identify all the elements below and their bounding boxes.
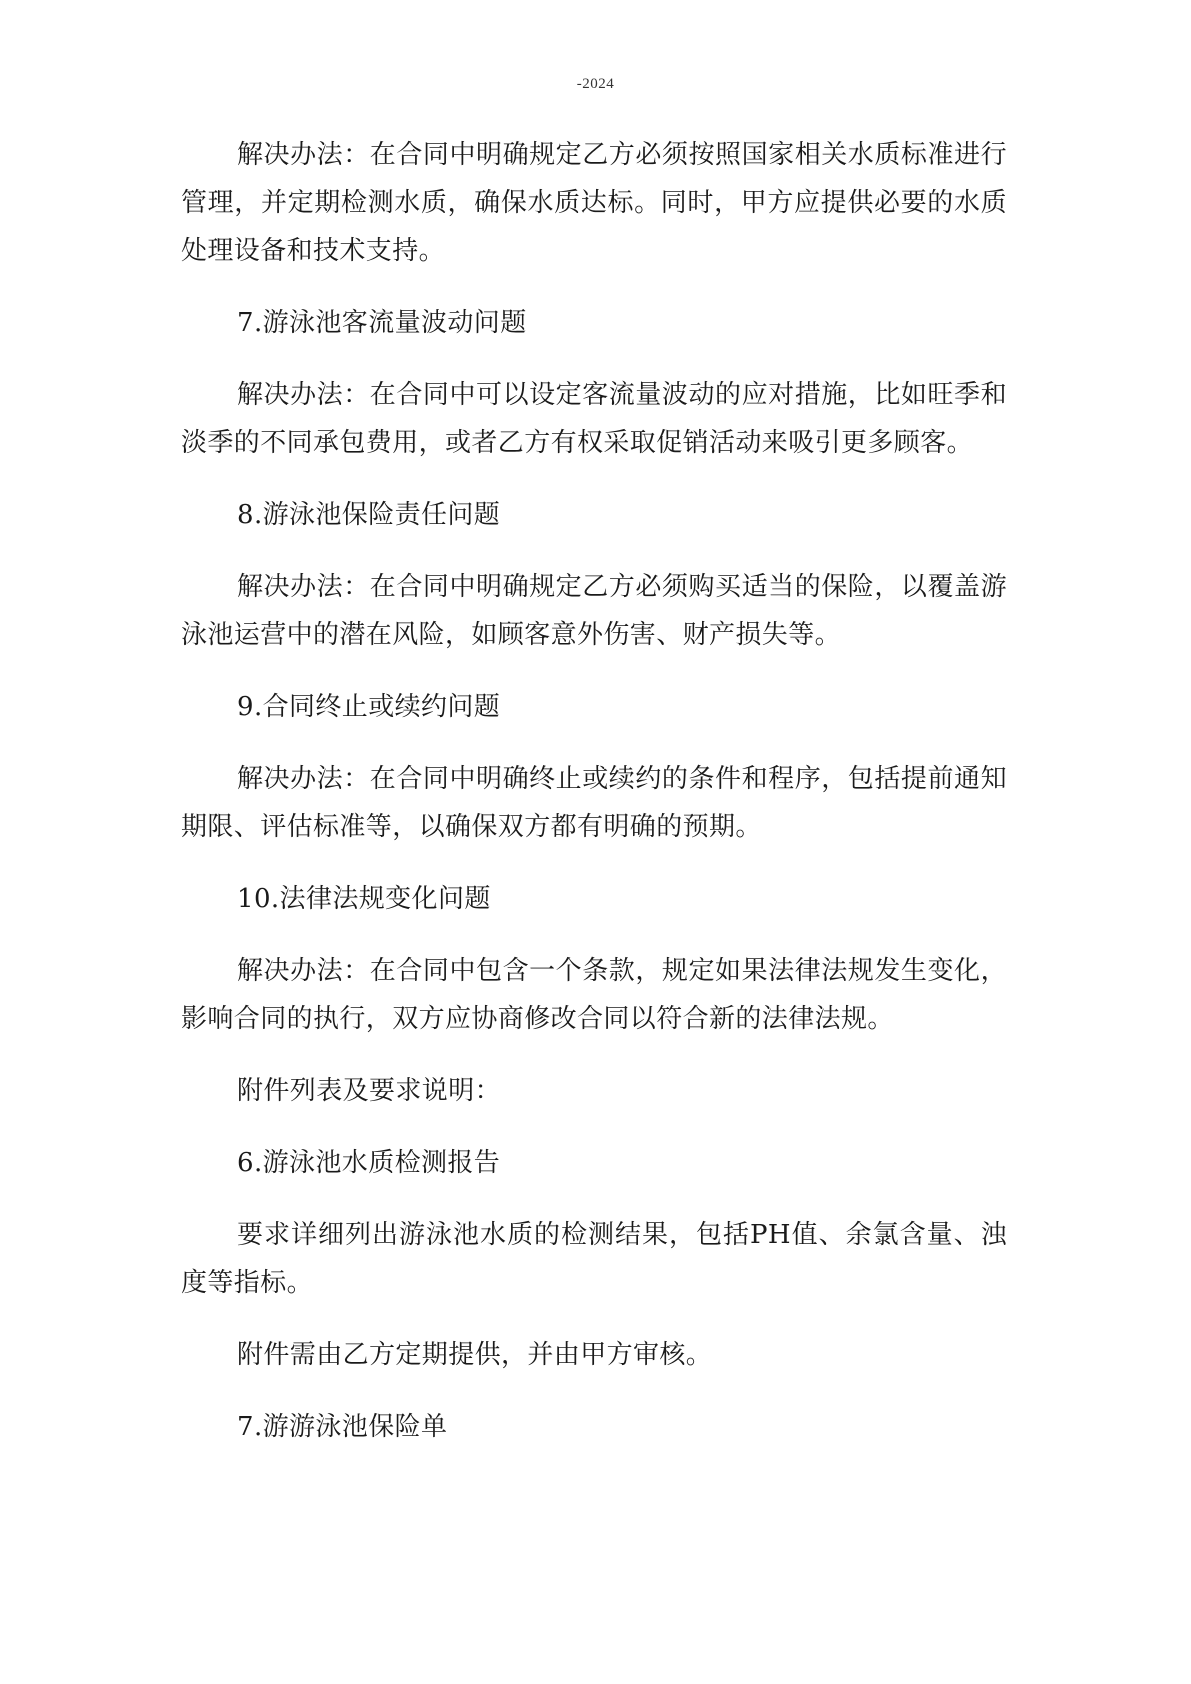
attachments-heading: 附件列表及要求说明：	[237, 1076, 502, 1106]
page-header-year: -2024	[576, 76, 615, 92]
document-body	[181, 131, 1007, 1475]
attachment-heading-6: 6.游泳池水质检测报告	[237, 1148, 501, 1178]
section-heading-7: 7.游泳池客流量波动问题	[237, 308, 527, 338]
attachment-heading-7: 7.游游泳池保险单	[237, 1412, 448, 1442]
paragraph-solution-water-quality: 解决办法：在合同中明确规定乙方必须按照国家相关水质标准进行管理，并定期检测水质，确保水质达标。同时，甲方应提供必要的水质处理设备和技术支持。	[181, 140, 1007, 266]
section-heading-8: 8.游泳池保险责任问题	[237, 500, 501, 530]
section-heading-10: 10.法律法规变化问题	[237, 884, 491, 914]
paragraph-solution-insurance: 解决办法：在合同中明确规定乙方必须购买适当的保险，以覆盖游泳池运营中的潜在风险，如顾客意外伤害、财产损失等。	[181, 572, 1007, 650]
paragraph-solution-visitor-flow: 解决办法：在合同中可以设定客流量波动的应对措施，比如旺季和淡季的不同承包费用，或者乙方有权采取促销活动来吸引更多顾客。	[181, 380, 1007, 458]
paragraph-attachment-provision: 附件需由乙方定期提供，并由甲方审核。	[237, 1340, 713, 1370]
paragraph-solution-law-change: 解决办法：在合同中包含一个条款，规定如果法律法规发生变化，影响合同的执行，双方应协商修改合同以符合新的法律法规。	[181, 956, 1007, 1034]
section-heading-9: 9.合同终止或续约问题	[237, 692, 501, 722]
paragraph-attachment-water-report: 要求详细列出游泳池水质的检测结果，包括PH值、余氯含量、浊度等指标。	[181, 1220, 1007, 1298]
paragraph-solution-termination: 解决办法：在合同中明确终止或续约的条件和程序，包括提前通知期限、评估标准等，以确保双方都有明确的预期。	[181, 764, 1007, 842]
